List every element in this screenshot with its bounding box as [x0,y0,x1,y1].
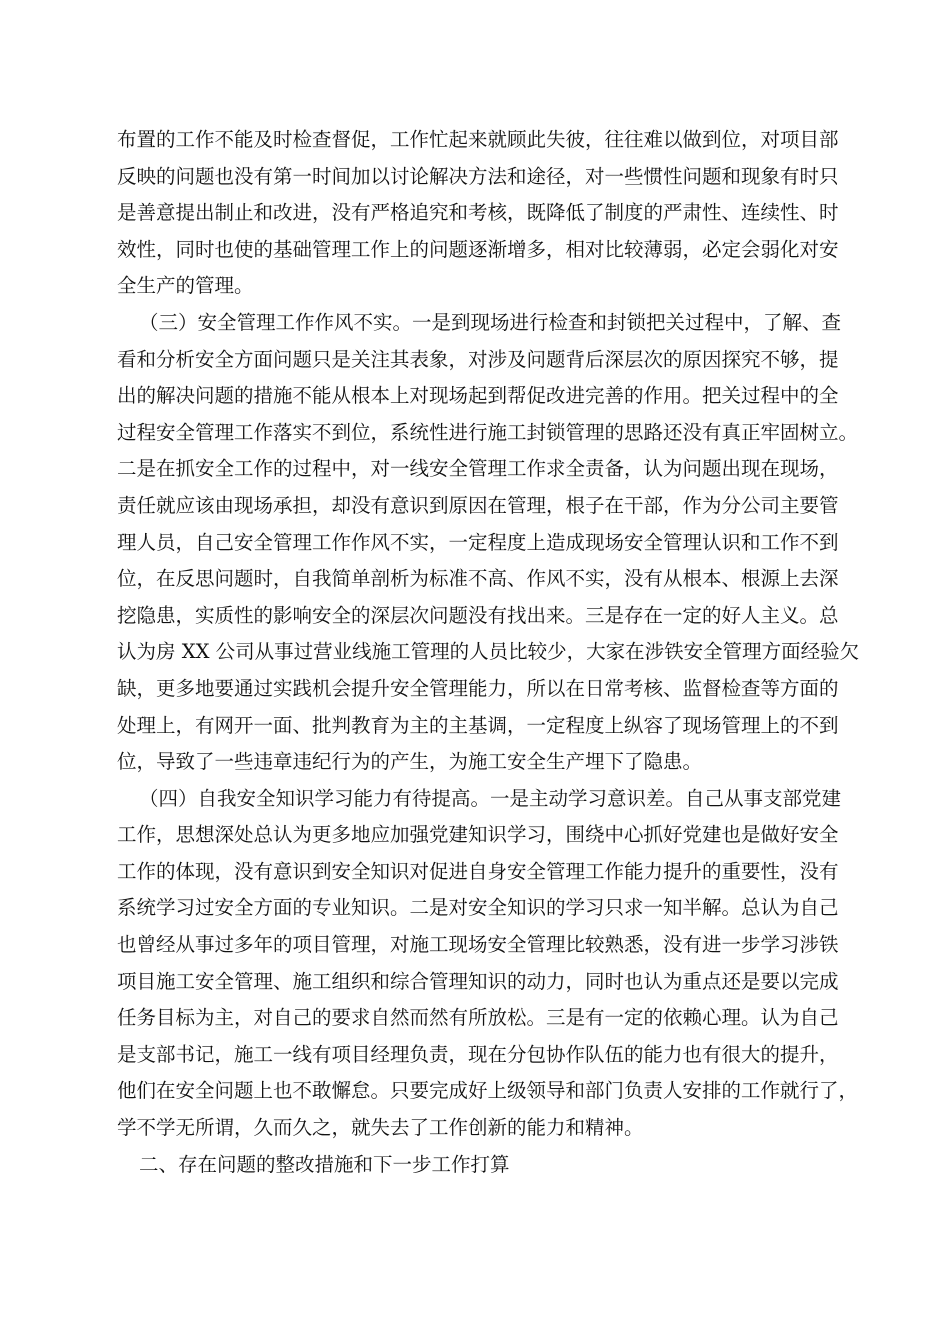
paragraph-line: 缺，更多地要通过实践机会提升安全管理能力，所以在日常考核、监督检查等方面的 [117,676,839,700]
paragraph-line: 责任就应该由现场承担，却没有意识到原因在管理，根子在干部，作为分公司主要管 [117,493,839,517]
paragraph-line: 全生产的管理。 [117,274,254,298]
paragraph-line: 任务目标为主，对自己的要求自然而然有所放松。三是有一定的依赖心理。认为自己 [117,1006,839,1030]
document-body [117,122,860,1183]
paragraph-line: 也曾经从事过多年的项目管理，对施工现场安全管理比较熟悉，没有进一步学习涉铁 [117,933,839,957]
section-heading-line: （四）自我安全知识学习能力有待提高。一是主动学习意识差。自己从事支部党建 [139,786,842,810]
paragraph-line: 二是在抓安全工作的过程中，对一线安全管理工作求全责备，认为问题出现在现场， [117,457,839,481]
paragraph-line: 系统学习过安全方面的专业知识。二是对安全知识的学习只求一知半解。总认为自己 [117,896,839,920]
paragraph-line: 挖隐患，实质性的影响安全的深层次问题没有找出来。三是存在一定的好人主义。总 [117,603,839,627]
section-heading-line: （三）安全管理工作作风不实。一是到现场进行检查和封锁把关过程中，了解、查 [139,310,842,334]
paragraph-line: 学不学无所谓，久而久之，就失去了工作创新的能力和精神。 [117,1116,644,1140]
paragraph-line: 位，导致了一些违章违纪行为的产生，为施工安全生产埋下了隐患。 [117,750,703,774]
paragraph-line: 项目施工安全管理、施工组织和综合管理知识的动力，同时也认为重点还是要以完成 [117,969,839,993]
paragraph-line: 反映的问题也没有第一时间加以讨论解决方法和途径，对一些惯性问题和现象有时只 [117,164,839,188]
paragraph-line: 布置的工作不能及时检查督促，工作忙起来就顾此失彼，往往难以做到位，对项目部 [117,128,839,151]
paragraph-line: 出的解决问题的措施不能从根本上对现场起到帮促改进完善的作用。把关过程中的全 [117,384,839,408]
paragraph-line: 认为房 XX 公司从事过营业线施工管理的人员比较少，大家在涉铁安全管理方面经验欠 [117,640,860,664]
paragraph-line: 过程安全管理工作落实不到位，系统性进行施工封锁管理的思路还没有真正牢固树立。 [117,420,859,444]
paragraph-line: 是支部书记，施工一线有项目经理负责，现在分包协作队伍的能力也有很大的提升， [117,1042,839,1066]
paragraph-line: 他们在安全问题上也不敢懈怠。只要完成好上级领导和部门负责人安排的工作就行了， [117,1079,859,1103]
paragraph-line: 工作的体现，没有意识到安全知识对促进自身安全管理工作能力提升的重要性，没有 [117,859,839,883]
paragraph-line: 看和分析安全方面问题只是关注其表象，对涉及问题背后深层次的原因探究不够，提 [117,347,839,371]
paragraph-line: 是善意提出制止和改进，没有严格追究和考核，既降低了制度的严肃性、连续性、时 [117,201,839,225]
section-heading: 二、存在问题的整改措施和下一步工作打算 [139,1152,510,1176]
paragraph-line: 处理上，有网开一面、批判教育为主的主基调，一定程度上纵容了现场管理上的不到 [117,713,839,737]
paragraph-line: 理人员，自己安全管理工作作风不实，一定程度上造成现场安全管理认识和工作不到 [117,530,839,554]
paragraph-line: 位，在反思问题时，自我简单剖析为标准不高、作风不实，没有从根本、根源上去深 [117,567,839,591]
paragraph-line: 效性，同时也使的基础管理工作上的问题逐渐增多，相对比较薄弱，必定会弱化对安 [117,237,839,261]
paragraph-line: 工作，思想深处总认为更多地应加强党建知识学习，围绕中心抓好党建也是做好安全 [117,823,839,847]
